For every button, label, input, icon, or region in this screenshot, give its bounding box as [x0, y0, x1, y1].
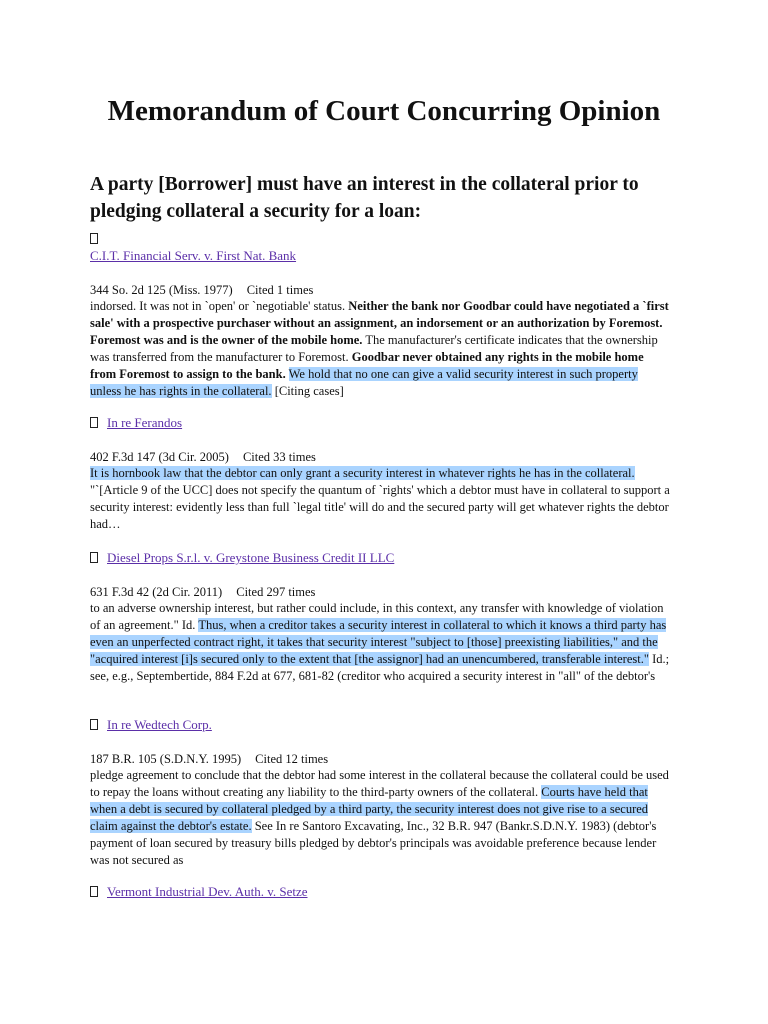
- excerpt-text: to an adverse ownership interest, but rather could include, in this context, any transfer with knowledge of violation of an agreement." Id.: [90, 601, 664, 632]
- case-link[interactable]: Diesel Props S.r.l. v. Greystone Business Credit II LLC: [107, 550, 395, 565]
- case-excerpt: [90, 600, 670, 685]
- highlighted-text: Courts have held that when a debt is secured by collateral pledged by a third party, the security interest does not give rise to a secured claim against the debtor's estate.: [90, 785, 649, 833]
- case-excerpt: [90, 298, 670, 400]
- case-link[interactable]: Vermont Industrial Dev. Auth. v. Setze: [107, 884, 308, 899]
- case-cited-count: Cited 33 times: [242, 450, 316, 464]
- case-link-row: [90, 550, 670, 566]
- case-cited-count: Cited 12 times: [255, 752, 329, 766]
- case-cited-count: Cited 1 times: [246, 283, 314, 297]
- highlighted-text: We hold that no one can give a valid security interest in such property unless he has rights in the collateral.: [90, 367, 638, 398]
- case-entry: [90, 717, 670, 869]
- case-meta: [90, 282, 670, 298]
- missing-glyph-icon: [90, 719, 98, 730]
- bold-text: Neither the bank nor Goodbar could have negotiated a `first sale' with a prospective purchaser without an assignment, an indorsement or an authorization by Foremost. Foremost was and is the owner of the mobile home.: [90, 299, 669, 347]
- case-excerpt: [90, 465, 670, 533]
- case-cited-count: Cited 297 times: [236, 585, 316, 599]
- case-link[interactable]: C.I.T. Financial Serv. v. First Nat. Bank: [90, 248, 297, 263]
- missing-glyph-icon: [90, 552, 98, 563]
- missing-glyph-icon: [90, 417, 98, 428]
- case-link[interactable]: In re Wedtech Corp.: [107, 717, 212, 732]
- excerpt-text: "`[Article 9 of the UCC] does not specify the quantum of `rights' which a debtor must have in collateral to support a security interest: evidently less than full `legal title' will do and the secured party will get whatever rights the debtor had…: [90, 483, 670, 531]
- case-entry: [90, 415, 670, 533]
- case-citation: 344 So. 2d 125 (Miss. 1977): [90, 283, 233, 297]
- case-citation: 402 F.3d 147 (3d Cir. 2005): [90, 450, 229, 464]
- excerpt-text: [Citing cases]: [271, 384, 344, 398]
- highlighted-text: Thus, when a creditor takes a security interest in collateral to which it knows a third party has even an unperfected contract right, it takes that security interest "subject to [those] preexisting liabilities," and the "acquired interest [i]s secured only to the extent that [the assignor] had an unencumbered, transferable interest.": [90, 618, 667, 666]
- case-citation: 631 F.3d 42 (2d Cir. 2011): [90, 585, 223, 599]
- bold-text: Goodbar never obtained any rights in the mobile home from Foremost to assign to the bank.: [90, 350, 644, 381]
- excerpt-text: See In re Santoro Excavating, Inc., 32 B.R. 947 (Bankr.S.D.N.Y. 1983) (debtor's payment of loan secured by treasury bills pledged by debtor's principals was avoidable preference because lender was not secured as: [90, 819, 657, 867]
- document-subtitle: A party [Borrower] must have an interest in the collateral prior to pledging collateral a security for a loan:: [90, 174, 639, 222]
- excerpt-text: Id.; see, e.g., Septembertide, 884 F.2d at 677, 681-82 (creditor who acquired a security interest in "all" of the debtor's: [90, 652, 670, 683]
- excerpt-text: indorsed. It was not in `open' or `negotiable' status.: [90, 299, 349, 313]
- case-link-row: [90, 415, 670, 431]
- case-meta: [90, 751, 670, 767]
- case-entry: [90, 248, 670, 400]
- document-title: Memorandum of Court Concurring Opinion: [107, 95, 661, 127]
- case-meta: [90, 449, 670, 465]
- case-entry: [90, 884, 670, 900]
- excerpt-text: The manufacturer's certificate indicates that the ownership was transferred from the manufacturer to Foremost.: [90, 333, 658, 364]
- case-link-row: [90, 717, 670, 733]
- case-entry: [90, 550, 670, 685]
- missing-glyph-icon: [90, 886, 98, 897]
- case-citation: 187 B.R. 105 (S.D.N.Y. 1995): [90, 752, 242, 766]
- case-link[interactable]: In re Ferandos: [107, 415, 183, 430]
- highlighted-text: It is hornbook law that the debtor can only grant a security interest in whatever rights he has in the collateral.: [90, 466, 635, 480]
- case-link-row: [90, 248, 670, 264]
- case-link-row: [90, 884, 670, 900]
- missing-glyph-icon: [90, 233, 98, 244]
- case-excerpt: [90, 767, 670, 869]
- excerpt-text: pledge agreement to conclude that the debtor had some interest in the collateral because the collateral could be used to repay the loans without creating any liability to the third-party owners of the collateral.: [90, 768, 669, 799]
- case-meta: [90, 584, 670, 600]
